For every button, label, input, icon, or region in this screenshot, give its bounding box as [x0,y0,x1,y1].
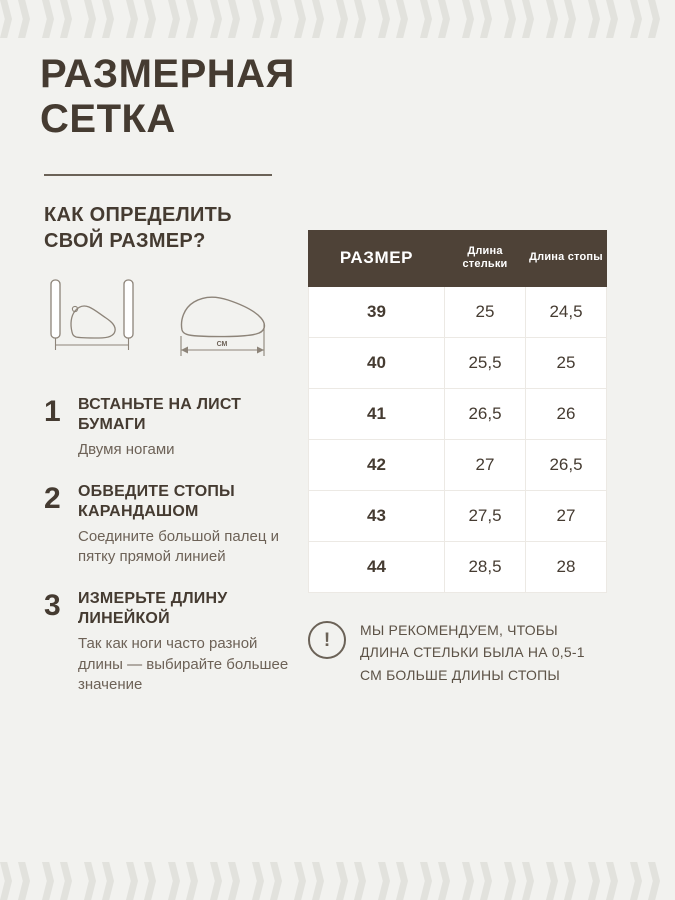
decorative-chevron-band-bottom [0,862,675,900]
table-row [309,542,607,593]
cell-size: 40 [309,338,445,389]
step-heading: ОБВЕДИТЕ СТОПЫ КАРАНДАШОМ [78,482,235,520]
cell-size: 39 [309,287,445,338]
cell-size: 41 [309,389,445,440]
measurement-diagrams [44,276,308,369]
cell-insole: 25,5 [445,338,526,389]
recommendation-text: МЫ РЕКОМЕНДУЕМ, ЧТОБЫ ДЛИНА СТЕЛЬКИ БЫЛА НА 0,5-1 СМ БОЛЬШЕ ДЛИНЫ СТОПЫ [360,622,585,683]
step-number: 1 [44,394,61,428]
size-table-column [308,152,635,718]
instructions-column [40,152,308,718]
foot-length-measure-icon [166,276,278,369]
table-row [309,389,607,440]
cell-insole: 25 [445,287,526,338]
cell-size: 44 [309,542,445,593]
table-row [309,287,607,338]
size-table [308,230,607,594]
cell-insole: 27,5 [445,491,526,542]
cell-foot: 27 [526,491,607,542]
table-header-foot-length: Длина стопы [526,230,607,287]
cell-foot: 28 [526,542,607,593]
cell-foot: 26,5 [526,440,607,491]
cell-foot: 24,5 [526,287,607,338]
cell-insole: 26,5 [445,389,526,440]
table-header-size: РАЗМЕР [309,230,445,287]
instructions-subtitle: КАК ОПРЕДЕЛИТЬ СВОЙ РАЗМЕР? [44,203,232,252]
recommendation-note [308,619,635,686]
table-row [309,338,607,389]
title-divider [44,174,272,176]
foot-tracing-diagram-icon [44,276,148,369]
cell-foot: 25 [526,338,607,389]
cell-insole: 27 [445,440,526,491]
step-item [44,589,308,695]
table-row [309,440,607,491]
cell-insole: 28,5 [445,542,526,593]
step-heading: ИЗМЕРЬТЕ ДЛИНУ ЛИНЕЙКОЙ [78,590,228,628]
cell-size: 42 [309,440,445,491]
cell-foot: 26 [526,389,607,440]
step-item [44,482,308,568]
table-row [309,491,607,542]
content-area [40,152,635,718]
step-item [44,395,308,460]
table-header-insole-length: Длина стельки [445,230,526,287]
svg-text:СМ: СМ [216,340,228,348]
step-heading: ВСТАНЬТЕ НА ЛИСТ БУМАГИ [78,395,242,433]
step-description: Так как ноги часто разной длины — выбирайте большее значение [78,635,289,693]
step-description: Соедините большой палец и пятку прямой линией [78,527,279,566]
step-number: 2 [44,481,61,515]
page-title: РАЗМЕРНАЯ СЕТКА [40,52,295,141]
cell-size: 43 [309,491,445,542]
step-number: 3 [44,589,61,623]
exclamation-icon: ! [308,621,346,659]
table-header-row [309,230,607,287]
step-description: Двумя ногами [78,440,175,458]
